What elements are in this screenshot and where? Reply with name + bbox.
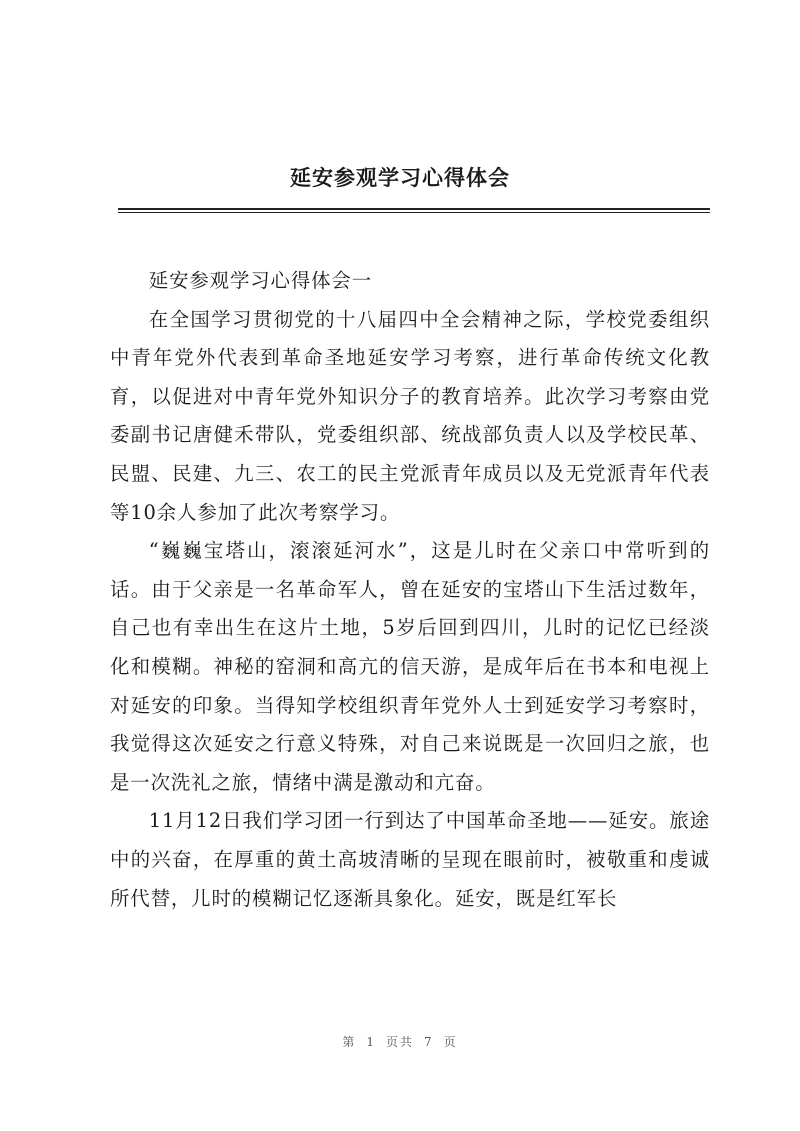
footer-middle: 页共 — [385, 1035, 414, 1049]
title-divider — [118, 208, 710, 213]
footer-prefix: 第 — [342, 1035, 357, 1049]
page-footer — [0, 1033, 800, 1050]
document-body — [110, 262, 710, 918]
total-page-count: 7 — [424, 1035, 434, 1049]
paragraph: 在全国学习贯彻党的十八届四中全会精神之际，学校党委组织中青年党外代表到革命圣地延安学习考察，进行革命传统文化教育，以促进对中青年党外知识分子的教育培养。此次学习考察由党委副书记唐健禾带队，党委组织部、统战部负责人以及学校民革、民盟、民建、九三、农工的民主党派青年成员以及无党派青年代表等10余人参加了此次考察学习。 — [110, 307, 710, 524]
page-title: 延安参观学习心得体会 — [290, 166, 510, 190]
paragraph: 11月12日我们学习团一行到达了中国革命圣地——延安。旅途中的兴奋，在厚重的黄土高坡清晰的呈现在眼前时，被敬重和虔诚所代替，儿时的模糊记忆逐渐具象化。延安，既是红军长 — [110, 809, 710, 910]
footer-suffix: 页 — [443, 1035, 458, 1049]
paragraph: “巍巍宝塔山，滚滚延河水”，这是儿时在父亲口中常听到的话。由于父亲是一名革命军人，曾在延安的宝塔山下生活过数年，自己也有幸出生在这片土地，5岁后回到四川，儿时的记忆已经淡化和模糊。神秘的窑洞和高亢的信天游，是成年后在书本和电视上对延安的印象。当得知学校组织青年党外人士到延安学习考察时，我觉得这次延安之行意义特殊，对自己来说既是一次回归之旅，也是一次洗礼之旅，情绪中满是激动和亢奋。 — [110, 539, 710, 794]
section-heading: 延安参观学习心得体会一 — [148, 269, 372, 292]
current-page-number: 1 — [366, 1035, 376, 1049]
